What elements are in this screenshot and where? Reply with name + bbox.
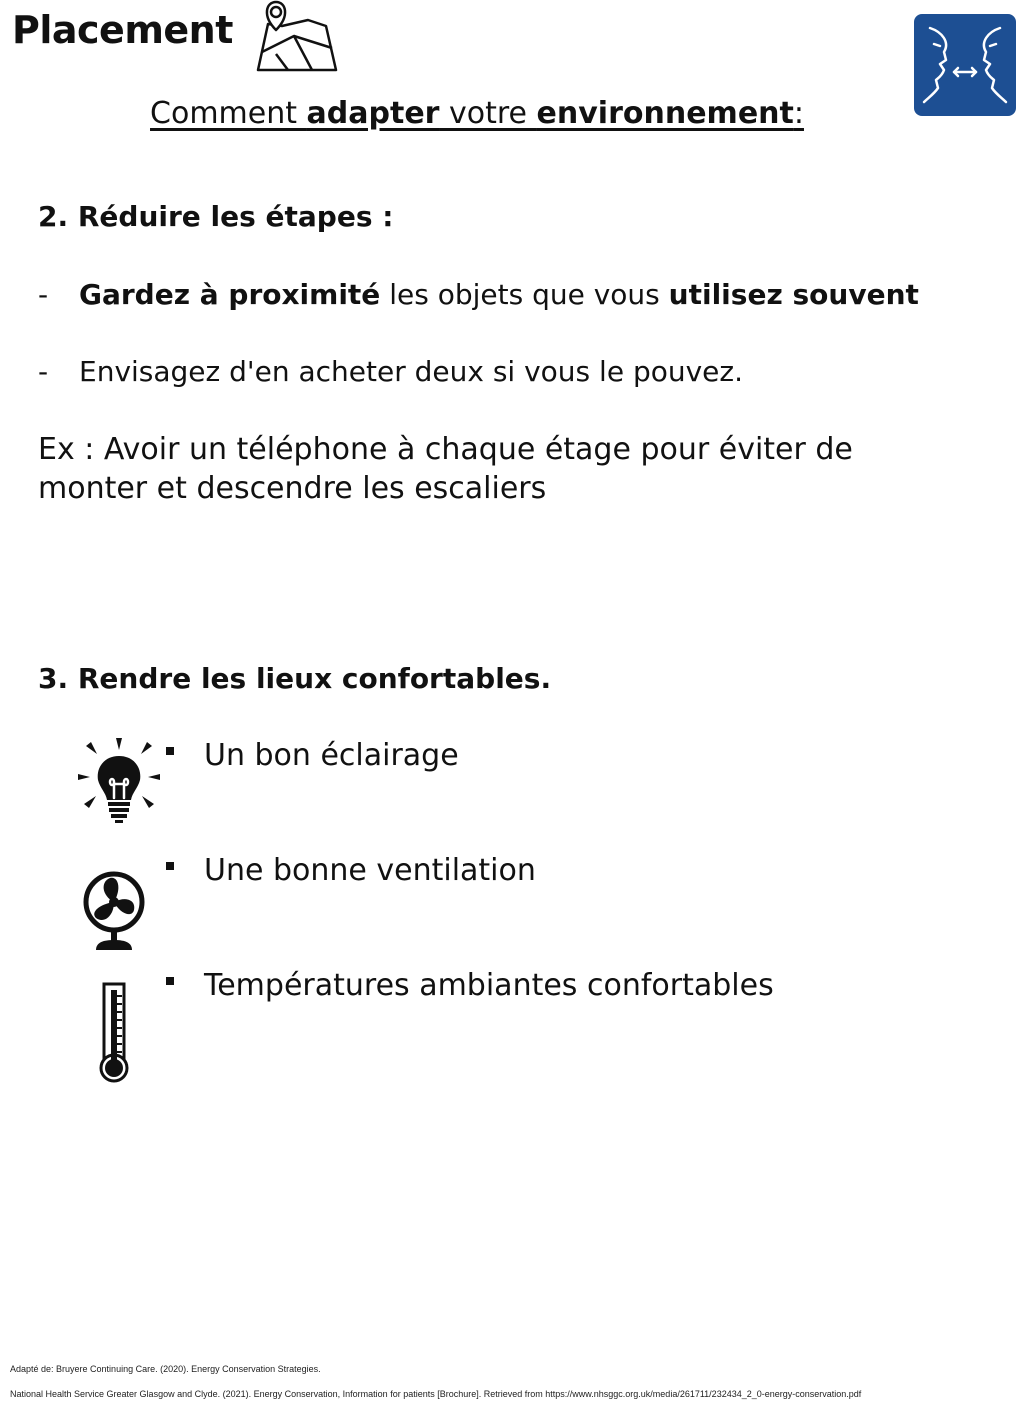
- bullet-dash: -: [38, 278, 49, 311]
- map-pin-icon: [254, 0, 338, 74]
- example-text: Ex : Avoir un téléphone à chaque étage pour éviter de monter et descendre les escaliers: [38, 432, 853, 506]
- page-subtitle: Comment adapter votre environnement:: [150, 96, 804, 131]
- section-heading-comfort: 3. Rendre les lieux confortables.: [38, 662, 552, 695]
- item-label: Un bon éclairage: [204, 738, 459, 773]
- bullet-square: [166, 862, 174, 870]
- section-heading-reduce-steps: 2. Réduire les étapes :: [38, 200, 394, 233]
- bullet-text: Gardez à proximité les objets que vous utilisez souvent: [79, 278, 919, 311]
- reference-citation: Adapté de: Bruyere Continuing Care. (2020). Energy Conservation Strategies.: [10, 1364, 321, 1374]
- list-item: [166, 968, 774, 1003]
- bullet-square: [166, 747, 174, 755]
- page-title: Placement: [12, 8, 233, 52]
- light-bulb-icon: [78, 738, 160, 830]
- reference-citation: National Health Service Greater Glasgow and Clyde. (2021). Energy Conservation, Information for patients [Brochure]. Retrieved from https://www.nhsggc.org.uk/media/261711/232434_2_0-energy-conservation.pdf: [10, 1389, 862, 1399]
- item-label: Températures ambiantes confortables: [204, 968, 774, 1003]
- item-label: Une bonne ventilation: [204, 853, 536, 888]
- list-item: [166, 853, 536, 888]
- bullet-dash: -: [38, 355, 49, 388]
- thermometer-icon: [92, 980, 136, 1084]
- fan-icon: [82, 870, 146, 952]
- bullet-text: Envisagez d'en acheter deux si vous le pouvez.: [79, 355, 743, 388]
- bullet-square: [166, 977, 174, 985]
- list-item: [166, 738, 459, 773]
